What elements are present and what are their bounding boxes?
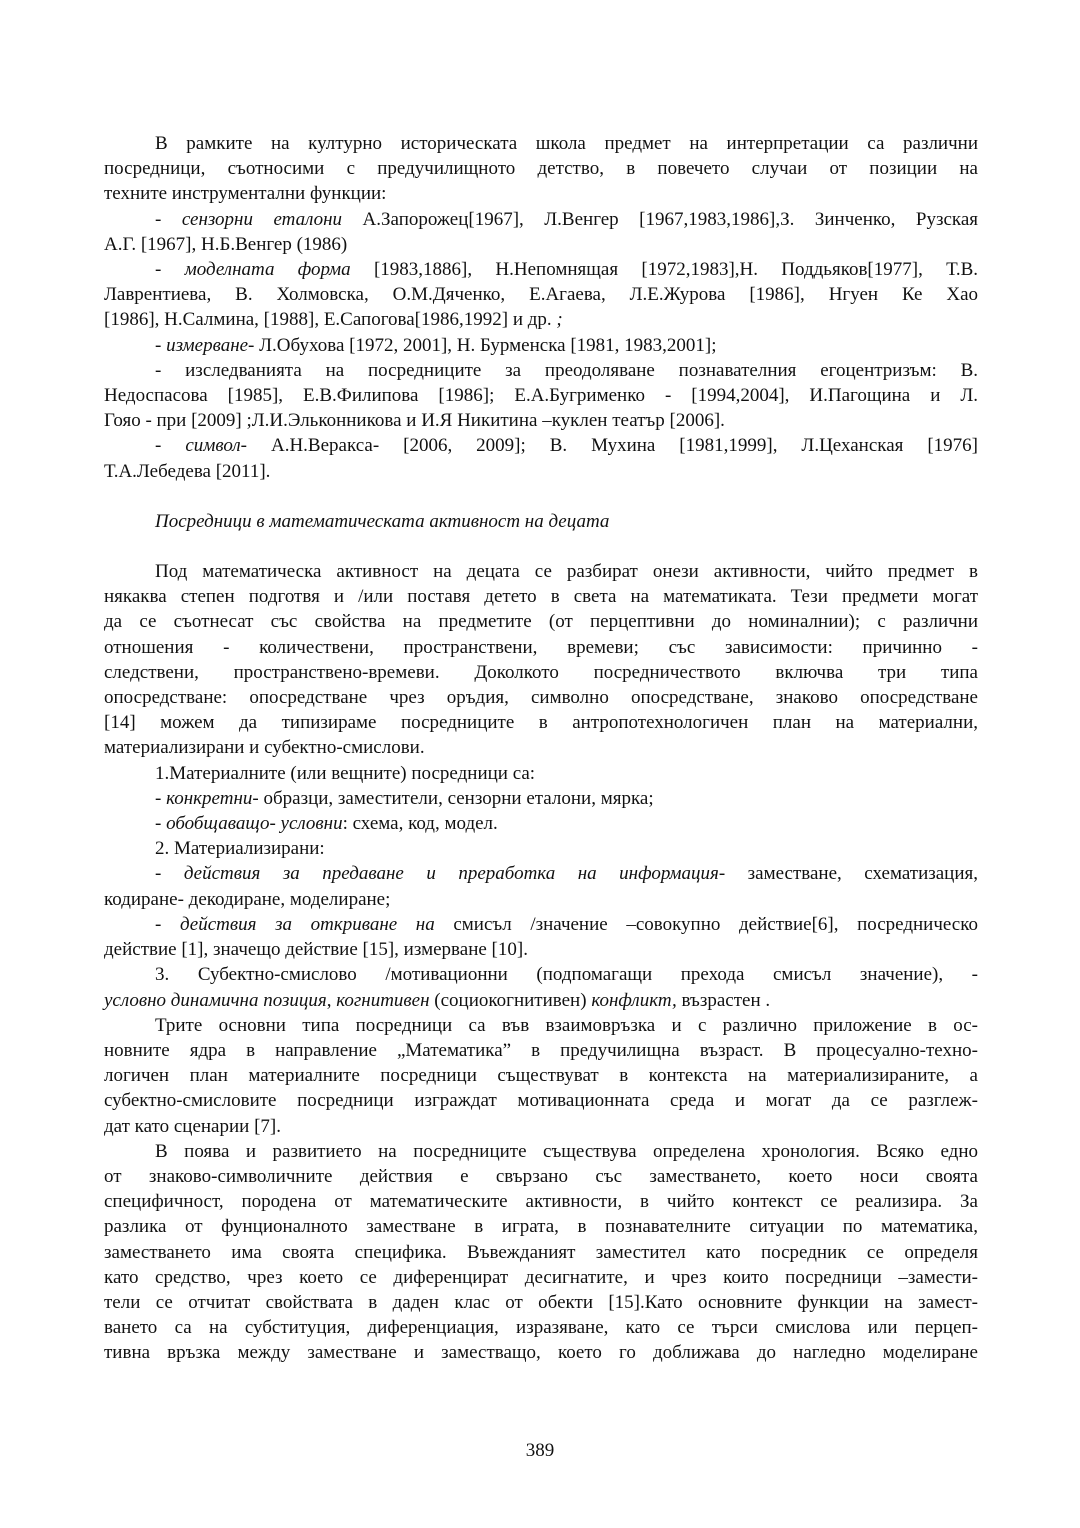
paragraph-math-activity (104, 559, 978, 761)
item-model-form (104, 257, 978, 333)
text-line: - измерване- Л.Обухова [1972, 2001], Н. Бурменска [1981, 1983,2001]; (155, 334, 717, 356)
term: измерване- (166, 334, 255, 356)
list-materialized (104, 836, 978, 962)
list-subject-meaning (104, 962, 978, 1012)
text-line: В рамките на културно историческата школа предмет на интерпретации са различни (155, 133, 978, 154)
text-line: някаква степен подготвя и /или поставя детето в света на математиката. Тези предмети могат (104, 586, 978, 608)
text-line: [14] можем да типизираме посредниците в антропотехнологичен план на материални, (104, 712, 978, 734)
list-item: - обобщаващо- условни: схема, код, модел. (155, 813, 498, 835)
term: действия за предаване и преработка на информация- (183, 863, 726, 885)
item-sensory-standards (104, 207, 978, 257)
text-line: логичен план материалните посредници съществуват в контекста на материализираните, а (104, 1065, 978, 1087)
text-line: А.Г. [1967], Н.Б.Венгер (1986) (104, 233, 348, 255)
text-line: Лаврентиева, В. Холмовска, О.М.Дяченко, Е.Агаева, Л.Е.Журова [1986], Нгуен Ке Хао (104, 284, 978, 306)
intro-paragraph (104, 131, 978, 207)
item-symbol (104, 433, 978, 483)
text-line: опосредстване: опосредстване чрез оръдия, символно опосредстване, знаково опосредстване (104, 687, 978, 709)
text-line: - сензорни еталони А.Запорожец[1967], Л.Венгер [1967,1983,1986],З. Зинченко, Рузская (155, 208, 978, 230)
text-line: Т.А.Лебедева [2011]. (104, 460, 271, 482)
text-line: като средство, чрез което се диференцират десигнатите, и чрез които посредници –замести- (104, 1266, 978, 1288)
item-research (104, 358, 978, 434)
text-line: [1986], Н.Салмина, [1988], Е.Сапогова[1986,1992] и др. ; (104, 309, 563, 331)
text-line: тивна връзка между заместване и заместващо, което го доближава до нагледно моделиране (104, 1342, 978, 1364)
text-line: Гояо - при [2009] ;Л.И.Эльконникова и И.Я Никитина –куклен театър [2006]. (104, 410, 725, 432)
text-line: заместването има своята специфика. Въвежданият заместител като посредник се определя (104, 1241, 978, 1263)
text-line: субектно-смисловите посредници изграждат мотивационната среда и могат да се разглеж- (104, 1090, 978, 1112)
text-line: - символ- А.Н.Веракса- [2006, 2009]; В. Мухина [1981,1999], Л.Цеханская [1976] (155, 435, 979, 457)
text-line: дат като сценарии [7]. (104, 1115, 281, 1137)
text-line: посредници, съотносими с предучилищното детство, в повечето случаи от позиции на (104, 158, 978, 180)
section-heading: Посредници в математическата активност на децата (155, 510, 610, 532)
text-line: да се съотнесат със свойства на предметите (от перцептивни до номиналнии); с различни (104, 611, 978, 633)
text-line: тели се отчитат свойствата в даден клас от обекти [15].Като основните функции на замест- (104, 1291, 978, 1313)
text-line: В поява и развитието на посредниците съществува определена хронология. Всяко едно (155, 1140, 978, 1162)
list-item: - действия за откриване на смисъл /значение –совокупно действие[6], посредническо (155, 913, 979, 935)
text-line: разлика от фунционалното заместване в играта, в познавателните ситуации по математика, (104, 1216, 978, 1238)
text-line: следствени, пространствено-времеви. Доколкото посредничеството включва три типа (104, 661, 978, 683)
text-line: Под математическа активност на децата се разбират онези активности, чийто предмет в (155, 561, 978, 583)
list-title: 1.Материалните (или вещните) посредници са: (155, 762, 536, 784)
text-line: материализирани и субектно-смислови. (104, 737, 425, 759)
term: моделната форма (184, 259, 351, 281)
term: действия за откриване на (179, 913, 435, 935)
paragraph-three-types (104, 1013, 978, 1139)
text-line: Трите основни типа посредници са във взаимовръзка и с различно приложение в ос- (155, 1014, 978, 1036)
text-line: от знаково-символичните действия е свързано със заместването, което носи своята (104, 1165, 978, 1187)
text-line: - изследванията на посредниците за преодоляване познавателния егоцентризъм: В. (155, 359, 978, 381)
list-title: 2. Материализирани: (155, 838, 325, 860)
text-line: Недоспасова [1985], Е.В.Филипова [1986]; Е.А.Бугрименко - [1994,2004], И.Пагощина и Л. (104, 385, 978, 407)
term: конкретни- (166, 787, 259, 809)
text-line: действие [1], значещо действие [15], измерване [10]. (104, 939, 528, 961)
item-measurement (104, 333, 978, 358)
text-line: кодиране- декодиране, моделиране; (104, 888, 391, 910)
list-item: - конкретни- образци, заместители, сензорни еталони, мярка; (155, 787, 654, 809)
text-line: новните ядра в направление „Математика” в предучилищна възраст. В процесуално-техно- (104, 1039, 978, 1061)
text-line: техните инструментални функции: (104, 183, 387, 205)
page-number: 389 (525, 1440, 555, 1461)
text-line: ването са на субституция, диференциация, изразяване, като се търси смислова или перцеп- (104, 1317, 978, 1339)
list-material (104, 761, 978, 837)
text-line: условно динамична позиция, когнитивен (социокогнитивен) конфликт, възрастен . (104, 989, 771, 1011)
term: символ- (185, 435, 248, 457)
term: обобщаващо- условни (166, 813, 343, 835)
text-line: отношения - количествени, пространствени, времеви; със зависимости: причинно - (104, 636, 978, 658)
paragraph-chronology (104, 1139, 978, 1366)
text-line: - моделната форма [1983,1886], Н.Непомнящая [1972,1983],Н. Поддьяков[1977], Т.В. (155, 259, 979, 281)
document-body (104, 131, 978, 1366)
list-item: - действия за предаване и преработка на информация- заместване, схематизация, (155, 863, 979, 885)
text-line: 3. Субектно-смислово /мотивационни (подпомагащи прехода смисъл значение), - (155, 964, 978, 986)
term: сензорни еталони (181, 208, 343, 230)
text-line: специфичност, породена от математическите активности, в чийто контекст се реализира. За (104, 1191, 978, 1213)
